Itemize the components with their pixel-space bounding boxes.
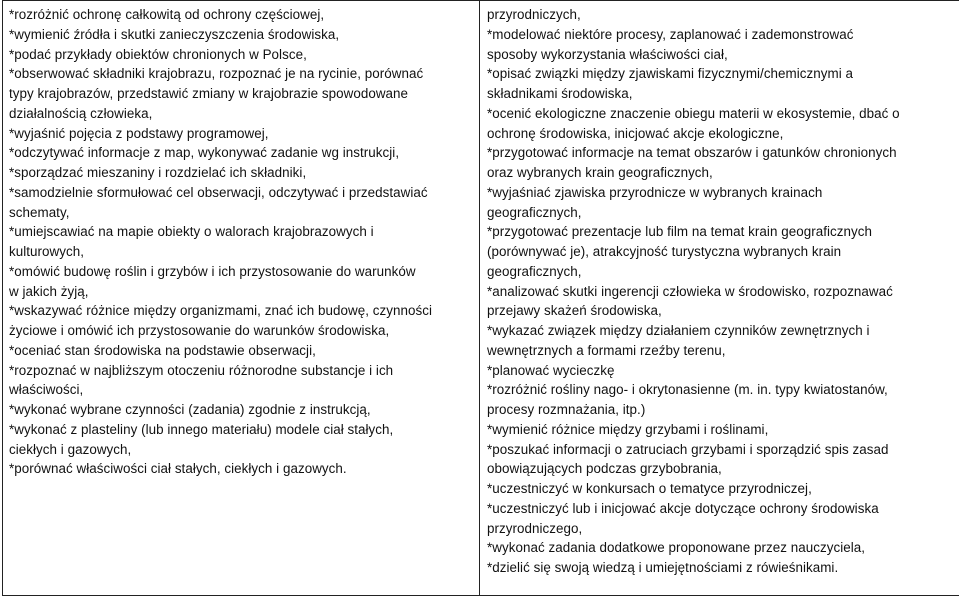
right-column-line: *poszukać informacji o zatruciach grzybami i sporządzić spis zasad [487, 441, 889, 457]
left-column-line: *rozpoznać w najbliższym otoczeniu różnorodne substancje i ich [9, 362, 394, 378]
left-column-line: *umiejscawiać na mapie obiekty o walorach krajobrazowych i [9, 224, 374, 240]
left-column-line: *wykonać z plasteliny (lub innego materiału) modele ciał stałych, [9, 421, 394, 437]
right-column-line: *przygotować prezentacje lub film na temat krain geograficznych [487, 224, 872, 240]
right-column-line: *wykazać związek między działaniem czynników zewnętrznych i [487, 323, 870, 338]
right-column-line: *wymienić różnice między grzybami i roślinami, [487, 421, 769, 437]
requirements-table [2, 0, 959, 596]
left-column-lines [3, 1, 479, 479]
right-column-lines [480, 1, 959, 578]
left-column-line: *porównać właściwości ciał stałych, ciekłych i gazowych. [9, 461, 347, 477]
right-column-line: przyrodniczych, [487, 7, 581, 22]
right-column-line: *opisać związki między zjawiskami fizycznymi/chemicznymi a [487, 66, 854, 82]
right-column-line: obowiązujących podczas grzybobrania, [487, 461, 722, 477]
right-column-line: *uczestniczyć lub i inicjować akcje dotyczące ochrony środowiska [487, 500, 879, 516]
left-column-line: życiowe i omówić ich przystosowanie do warunków środowiska, [9, 323, 390, 338]
left-column-line: *rozróżnić ochronę całkowitą od ochrony częściowej, [9, 7, 325, 22]
left-column-line: *oceniać stan środowiska na podstawie obserwacji, [9, 342, 316, 358]
right-column-line: geograficznych, [487, 263, 582, 279]
right-column-line: *analizować skutki ingerencji człowieka w środowisko, rozpoznawać [487, 283, 893, 299]
right-column-line: *wykonać zadania dodatkowe proponowane przez nauczyciela, [487, 540, 866, 556]
left-column-line: typy krajobrazów, przedstawić zmiany w krajobrazie spowodowane [9, 86, 409, 101]
left-column-line: *podać przykłady obiektów chronionych w Polsce, [9, 46, 307, 62]
left-column-line: właściwości, [9, 382, 84, 398]
right-column-line: *dzielić się swoją wiedzą i umiejętnościami z rówieśnikami. [487, 560, 839, 575]
left-column-line: działalnością człowieka, [9, 105, 153, 121]
right-column-line: *modelować niektóre procesy, zaplanować i zademonstrować [487, 26, 854, 42]
table-row [3, 1, 959, 596]
right-column-line: *przygotować informacje na temat obszarów i gatunków chronionych [487, 145, 897, 161]
right-column-line: *wyjaśniać zjawiska przyrodnicze w wybranych krainach [487, 184, 823, 200]
right-column-line: *uczestniczyć w konkursach o tematyce przyrodniczej, [487, 481, 812, 496]
left-column-line: w jakich żyją, [9, 283, 89, 299]
left-column-line: *obserwować składniki krajobrazu, rozpoznać je na rycinie, porównać [9, 66, 424, 82]
right-column-line: *ocenić ekologiczne znaczenie obiegu materii w ekosystemie, dbać o [487, 105, 900, 121]
right-column-line: wewnętrznych a formami rzeźby terenu, [487, 342, 726, 358]
right-column-line: *rozróżnić rośliny nago- i okrytonasienne (m. in. typy kwiatostanów, [487, 382, 888, 398]
left-column-line: *samodzielnie sformułować cel obserwacji, odczytywać i przedstawiać [9, 184, 428, 200]
left-column-line: *odczytywać informacje z map, wykonywać zadanie wg instrukcji, [9, 145, 400, 161]
left-column-line: *omówić budowę roślin i grzybów i ich przystosowanie do warunków [9, 263, 416, 279]
right-column-line: geograficznych, [487, 204, 582, 220]
right-column-line: ochronę środowiska, inicjować akcje ekologiczne, [487, 125, 784, 141]
right-column-line: sposoby wykorzystania właściwości ciał, [487, 46, 728, 62]
right-column-line: przyrodniczego, [487, 520, 583, 536]
right-column-line: procesy rozmnażania, itp.) [487, 402, 646, 417]
left-column-cell [3, 1, 480, 596]
left-column-line: schematy, [9, 204, 70, 220]
left-column-line: kulturowych, [9, 244, 85, 259]
right-column-line: oraz wybranych krain geograficznych, [487, 165, 713, 180]
right-column-cell [480, 1, 959, 596]
left-column-line: *wymienić źródła i skutki zanieczyszczenia środowiska, [9, 26, 340, 42]
right-column-line: *planować wycieczkę [487, 362, 615, 378]
left-column-line: *wyjaśnić pojęcia z podstawy programowej, [9, 125, 269, 141]
left-column-line: *wskazywać różnice między organizmami, znać ich budowę, czynności [9, 303, 432, 319]
left-column-line: ciekłych i gazowych, [9, 441, 132, 457]
left-column-line: *wykonać wybrane czynności (zadania) zgodnie z instrukcją, [9, 402, 371, 417]
right-column-line: (porównywać je), atrakcyjność turystyczna wybranych krain [487, 244, 842, 259]
right-column-line: przejawy skażeń środowiska, [487, 303, 662, 319]
left-column-line: *sporządzać mieszaniny i rozdzielać ich składniki, [9, 165, 307, 180]
right-column-line: składnikami środowiska, [487, 86, 633, 101]
